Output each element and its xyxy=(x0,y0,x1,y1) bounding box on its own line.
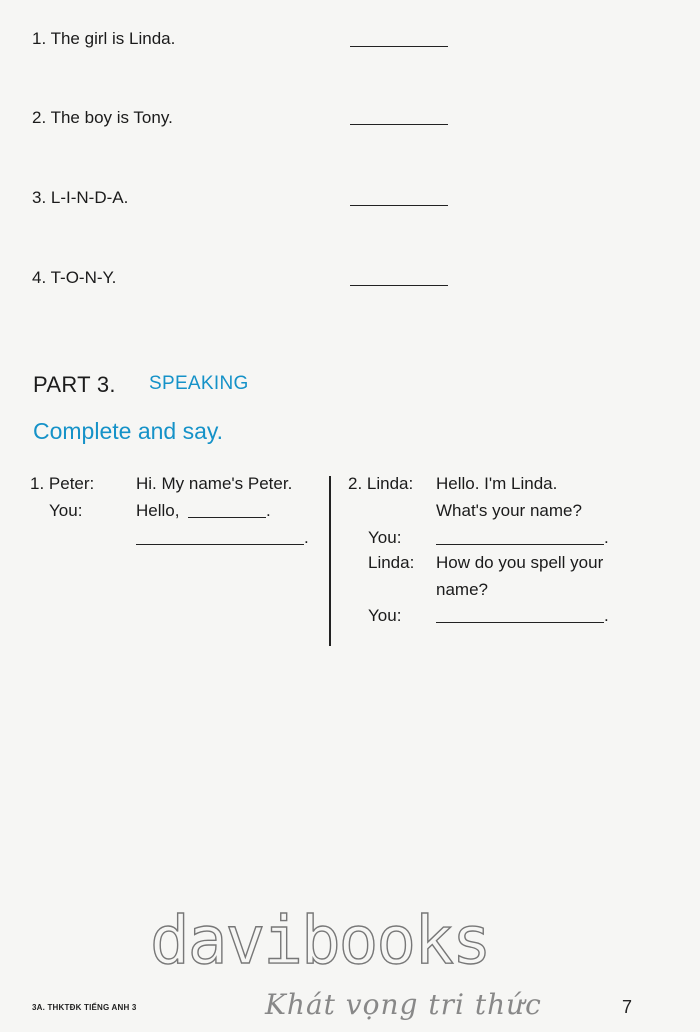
dialogue2-linda-question-b: name? xyxy=(436,580,488,599)
watermark-brand: davibooks xyxy=(150,902,490,979)
dialogue2-linda-line-b: What's your name? xyxy=(436,501,582,520)
dialogue1-speaker-peter: 1. Peter: xyxy=(30,474,95,493)
answer-blank-1[interactable] xyxy=(350,46,448,47)
part-subtitle: SPEAKING xyxy=(149,373,249,394)
exercise-item-2: 2. The boy is Tony. xyxy=(32,108,173,127)
exercise-item-1: 1. The girl is Linda. xyxy=(32,29,176,48)
dialogue2-period-2: . xyxy=(604,606,609,625)
dialogue2-speaker-linda: 2. Linda: xyxy=(348,474,414,493)
answer-blank-3[interactable] xyxy=(350,205,448,206)
dialogue1-peter-line: Hi. My name's Peter. xyxy=(136,474,293,493)
dialogue1-period-2: . xyxy=(304,528,309,547)
dialogue2-linda-question: How do you spell your xyxy=(436,553,604,572)
dialogue2-blank-2[interactable] xyxy=(436,622,604,623)
page-number: 7 xyxy=(622,997,633,1017)
watermark-slogan: Khát vọng tri thức xyxy=(265,988,542,1021)
dialogue2-speaker-you-1: You: xyxy=(368,528,402,547)
dialogue1-blank-line2[interactable] xyxy=(136,544,304,545)
dialogue1-blank-name[interactable] xyxy=(188,517,266,518)
part-title: PART 3. xyxy=(33,372,116,397)
section-heading: Complete and say. xyxy=(33,418,224,444)
dialogue2-period-1: . xyxy=(604,528,609,547)
dialogue2-speaker-linda-2: Linda: xyxy=(368,553,415,572)
exercise-item-4: 4. T-O-N-Y. xyxy=(32,268,117,287)
footer-book-code: 3A. THKTĐK TIẾNG ANH 3 xyxy=(32,1003,137,1012)
dialogue2-blank-1[interactable] xyxy=(436,544,604,545)
dialogue1-you-line: Hello, xyxy=(136,501,180,520)
column-divider xyxy=(329,476,331,646)
answer-blank-2[interactable] xyxy=(350,124,448,125)
dialogue2-speaker-you-2: You: xyxy=(368,606,402,625)
exercise-item-3: 3. L-I-N-D-A. xyxy=(32,188,129,207)
dialogue1-speaker-you: You: xyxy=(49,501,83,520)
dialogue1-period-1: . xyxy=(266,501,271,520)
answer-blank-4[interactable] xyxy=(350,285,448,286)
dialogue2-linda-line: Hello. I'm Linda. xyxy=(436,474,558,493)
